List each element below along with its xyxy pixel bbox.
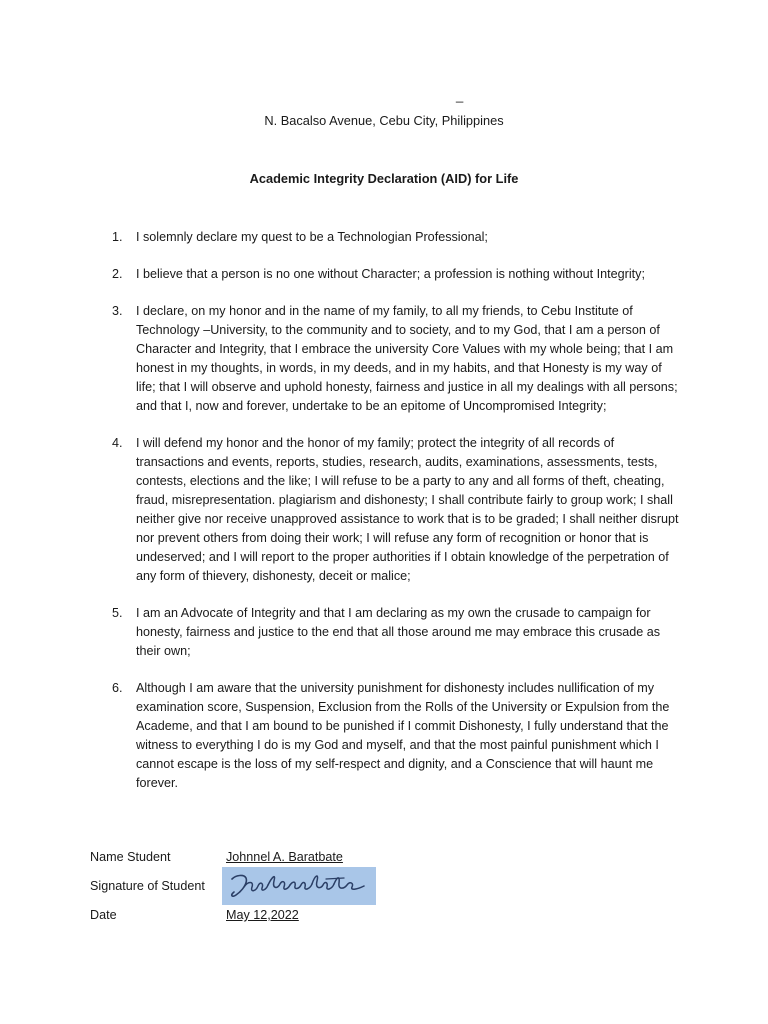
declaration-number: 1. — [112, 230, 123, 244]
declaration-text: I solemnly declare my quest to be a Technologian Professional; — [136, 230, 488, 244]
declaration-number: 6. — [112, 681, 123, 695]
date-value: May 12,2022 — [226, 908, 299, 922]
date-row — [90, 906, 490, 935]
declaration-item-6 — [106, 679, 681, 793]
date-label: Date — [90, 908, 117, 922]
name-label: Name Student — [90, 850, 171, 864]
declaration-text: Although I am aware that the university punishment for dishonesty includes nullification of my examination score, Suspension, Exclusion from the Rolls of the University or Expulsion from the Academe, and that I am bound to be punished if I commit Dishonesty, I fully understand that the witness to everything I do is my God and myself, and that the most painful punishment which I cannot escape is the loss of my self-respect and dignity, and a Conscience that will haunt me forever. — [136, 681, 670, 790]
signature-label: Signature of Student — [90, 879, 205, 893]
declaration-list — [106, 228, 681, 811]
signature-image — [222, 867, 376, 905]
declaration-item-1 — [106, 228, 681, 247]
declaration-number: 5. — [112, 606, 123, 620]
handwritten-signature-icon — [222, 867, 376, 905]
declaration-number: 4. — [112, 436, 123, 450]
institution-address: N. Bacalso Avenue, Cebu City, Philippines — [264, 113, 504, 128]
name-value: Johnnel A. Baratbate — [226, 850, 343, 864]
declaration-text: I will defend my honor and the honor of my family; protect the integrity of all records of transactions and events, reports, studies, research, audits, examinations, assessments, tests, contests, elections and the like; I will refuse to be a party to any and all forms of theft, cheating, fraud, misrepresentation. plagiarism and dishonesty; I shall contribute fairly to group work; I shall neither give nor receive unapproved assistance to work that is to be graded; I shall neither disrupt nor prevent others from doing their work; I will refuse any form of recognition or honor that is undeserved; and I will report to the proper authorities if I obtain knowledge of the perpetration of any form of thievery, dishonesty, deceit or malice; — [136, 436, 679, 583]
declaration-item-2 — [106, 265, 681, 284]
signature-block — [90, 848, 490, 935]
declaration-text: I declare, on my honor and in the name of my family, to all my friends, to Cebu Institute of Technology –University, to the community and to society, and to my God, that I am a person of Character and Integrity, that I embrace the university Core Values with my whole being; that I am honest in my thoughts, in words, in my deeds, and in my habits, and that Honesty is my way of life; that I will observe and uphold honesty, fairness and justice in all my dealings with all persons; and that I, now and forever, undertake to be an epitome of Uncompromised Integrity; — [136, 304, 678, 413]
declaration-number: 2. — [112, 267, 123, 281]
declaration-text: I am an Advocate of Integrity and that I am declaring as my own the crusade to campaign for honesty, fairness and justice to the end that all those around me may embrace this crusade as their own; — [136, 606, 661, 658]
declaration-text: I believe that a person is no one without Character; a profession is nothing without Integrity; — [136, 267, 645, 281]
declaration-item-4 — [106, 434, 681, 586]
declaration-item-3 — [106, 302, 681, 416]
signature-row — [90, 877, 490, 906]
page-title: Academic Integrity Declaration (AID) for Life — [249, 171, 519, 186]
declaration-item-5 — [106, 604, 681, 661]
declaration-number: 3. — [112, 304, 123, 318]
header-mark: _ — [456, 88, 464, 103]
